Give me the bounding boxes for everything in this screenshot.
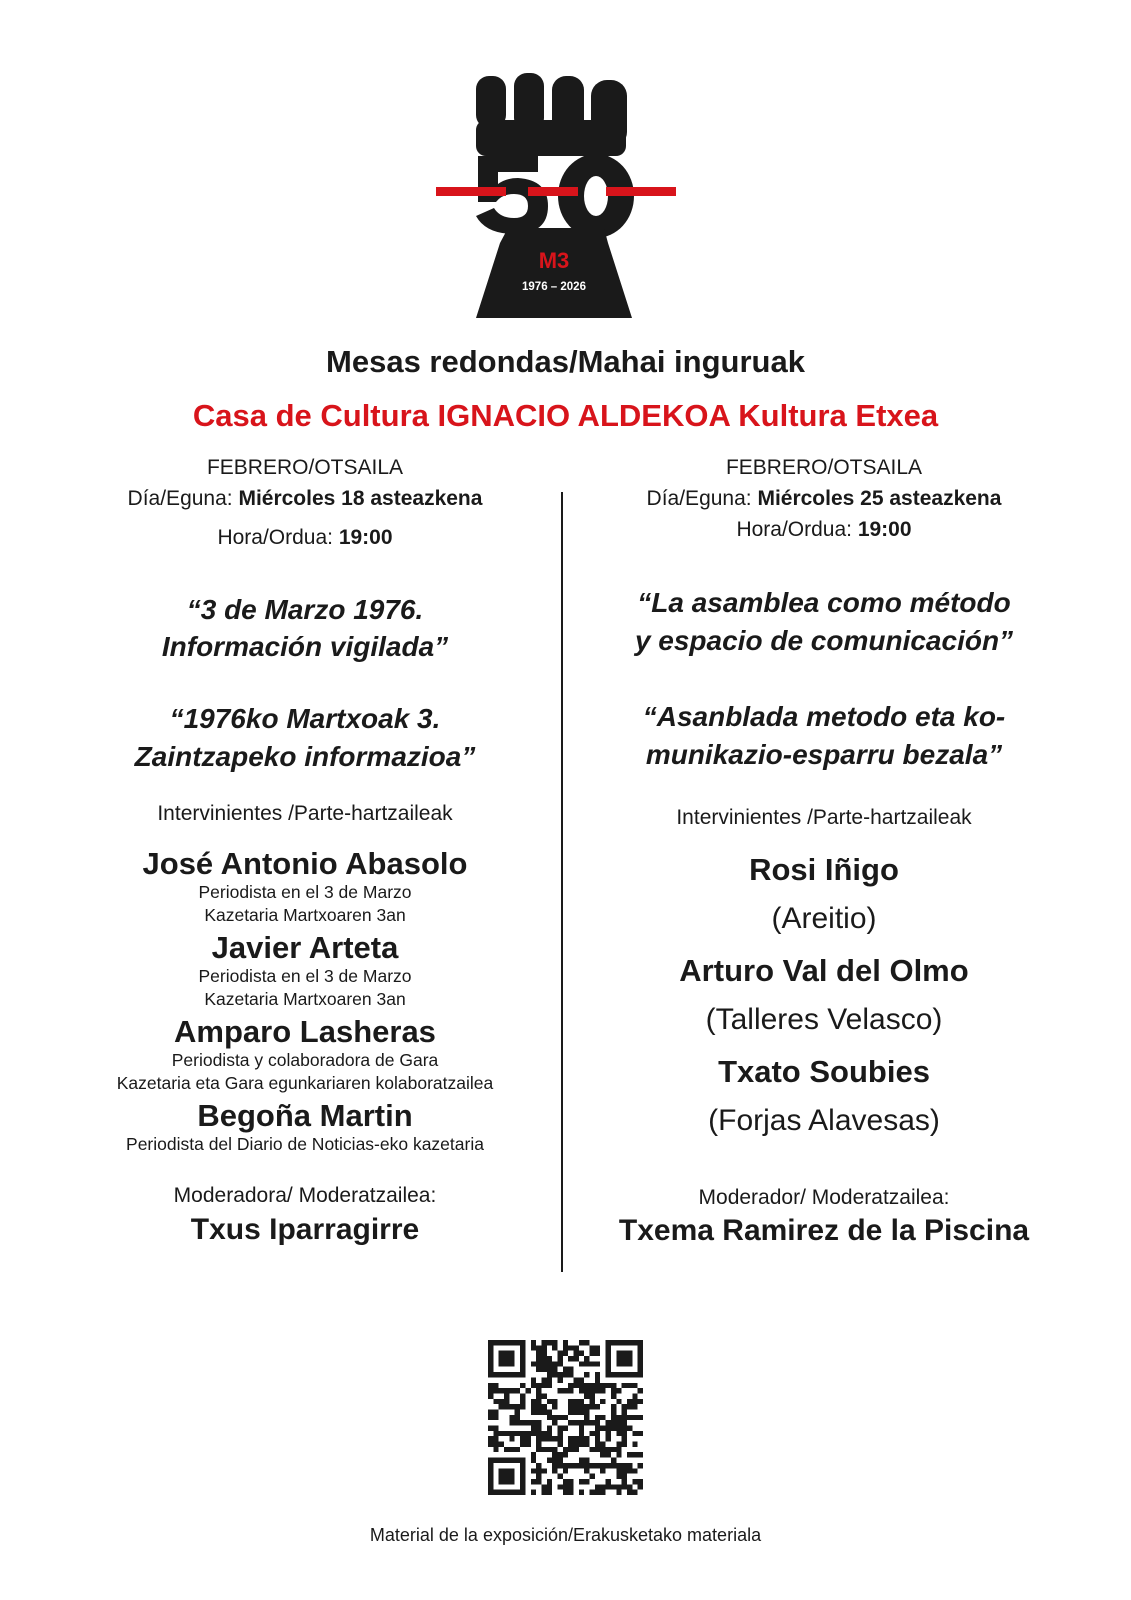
moderator-name: Txus Iparragirre [190, 1213, 420, 1246]
talk-title-eu-line2: Zaintzapeko informazioa” [134, 741, 476, 772]
participant-name: Javier Arteta [211, 930, 399, 965]
talk-title-eu-line1: “1976ko Martxoak 3. [169, 703, 441, 734]
venue-title: Casa de Cultura IGNACIO ALDEKOA Kultura Etxea [192, 398, 939, 433]
event-day [578, 487, 1070, 511]
column-divider [561, 492, 563, 1272]
participant-name: Txato Soubies [718, 1054, 930, 1089]
event-day [60, 487, 550, 511]
talk-title-es-line1: “La asamblea como método [637, 587, 1011, 618]
participant-affiliation: (Talleres Velasco) [705, 1003, 943, 1036]
participant-name: Arturo Val del Olmo [679, 953, 969, 988]
footer-caption: Material de la exposición/Erakusketako materiala [369, 1525, 762, 1545]
logo-years: 1976 – 2026 [522, 281, 586, 293]
participant-role: Periodista y colaboradora de Gara [171, 1050, 439, 1070]
time-value: 19:00 [338, 526, 393, 549]
participant-role: Periodista en el 3 de Marzo [198, 882, 412, 902]
participant-affiliation: (Forjas Alavesas) [708, 1104, 940, 1137]
event-time [578, 518, 1070, 542]
participant-role: Kazetaria Martxoaren 3an [204, 905, 406, 925]
day-value: Miércoles 18 asteazkena [238, 487, 483, 510]
participant-name: Rosi Iñigo [749, 852, 899, 887]
event-time [60, 526, 550, 550]
event-month: FEBRERO/OTSAILA [725, 456, 923, 479]
time-value: 19:00 [857, 518, 912, 541]
talk-title-es-line1: “3 de Marzo 1976. [186, 594, 424, 625]
participant-role: Kazetaria eta Gara egunkariaren kolaboratzailea [116, 1073, 494, 1093]
event-month: FEBRERO/OTSAILA [206, 456, 404, 479]
time-label: Hora/Ordua: [217, 526, 339, 549]
logo-mark: M3 [538, 248, 570, 273]
participant-role: Kazetaria Martxoaren 3an [204, 989, 406, 1009]
participants-label: Intervinientes /Parte-hartzaileak [157, 802, 453, 825]
time-label: Hora/Ordua: [736, 518, 858, 541]
day-value: Miércoles 25 asteazkena [757, 487, 1002, 510]
talk-title-es-line2: Información vigilada” [161, 631, 449, 662]
qr-code-icon[interactable] [488, 1340, 643, 1495]
participant-role: Periodista en el 3 de Marzo [198, 966, 412, 986]
talk-title-eu-line2: munikazio-esparru bezala” [645, 739, 1003, 770]
moderator-label: Moderador/ Moderatzailea: [698, 1186, 950, 1209]
participant-role: Periodista del Diario de Noticias-eko kazetaria [126, 1134, 484, 1154]
moderator-name: Txema Ramirez de la Piscina [618, 1214, 1030, 1247]
page-title: Mesas redondas/Mahai inguruak [326, 344, 805, 379]
day-label: Día/Eguna: [646, 487, 758, 510]
participant-name: José Antonio Abasolo [142, 846, 468, 881]
participants-label: Intervinientes /Parte-hartzaileak [676, 806, 972, 829]
day-label: Día/Eguna: [127, 487, 239, 510]
participant-name: Amparo Lasheras [174, 1014, 436, 1049]
m3-50-fist-logo [436, 68, 676, 318]
talk-title-es-line2: y espacio de comunicación” [634, 625, 1014, 656]
participant-affiliation: (Areitio) [771, 902, 877, 935]
moderator-label: Moderadora/ Moderatzailea: [173, 1184, 437, 1207]
participant-name: Begoña Martin [197, 1098, 413, 1133]
talk-title-eu-line1: “Asanblada metodo eta ko- [642, 701, 1006, 732]
